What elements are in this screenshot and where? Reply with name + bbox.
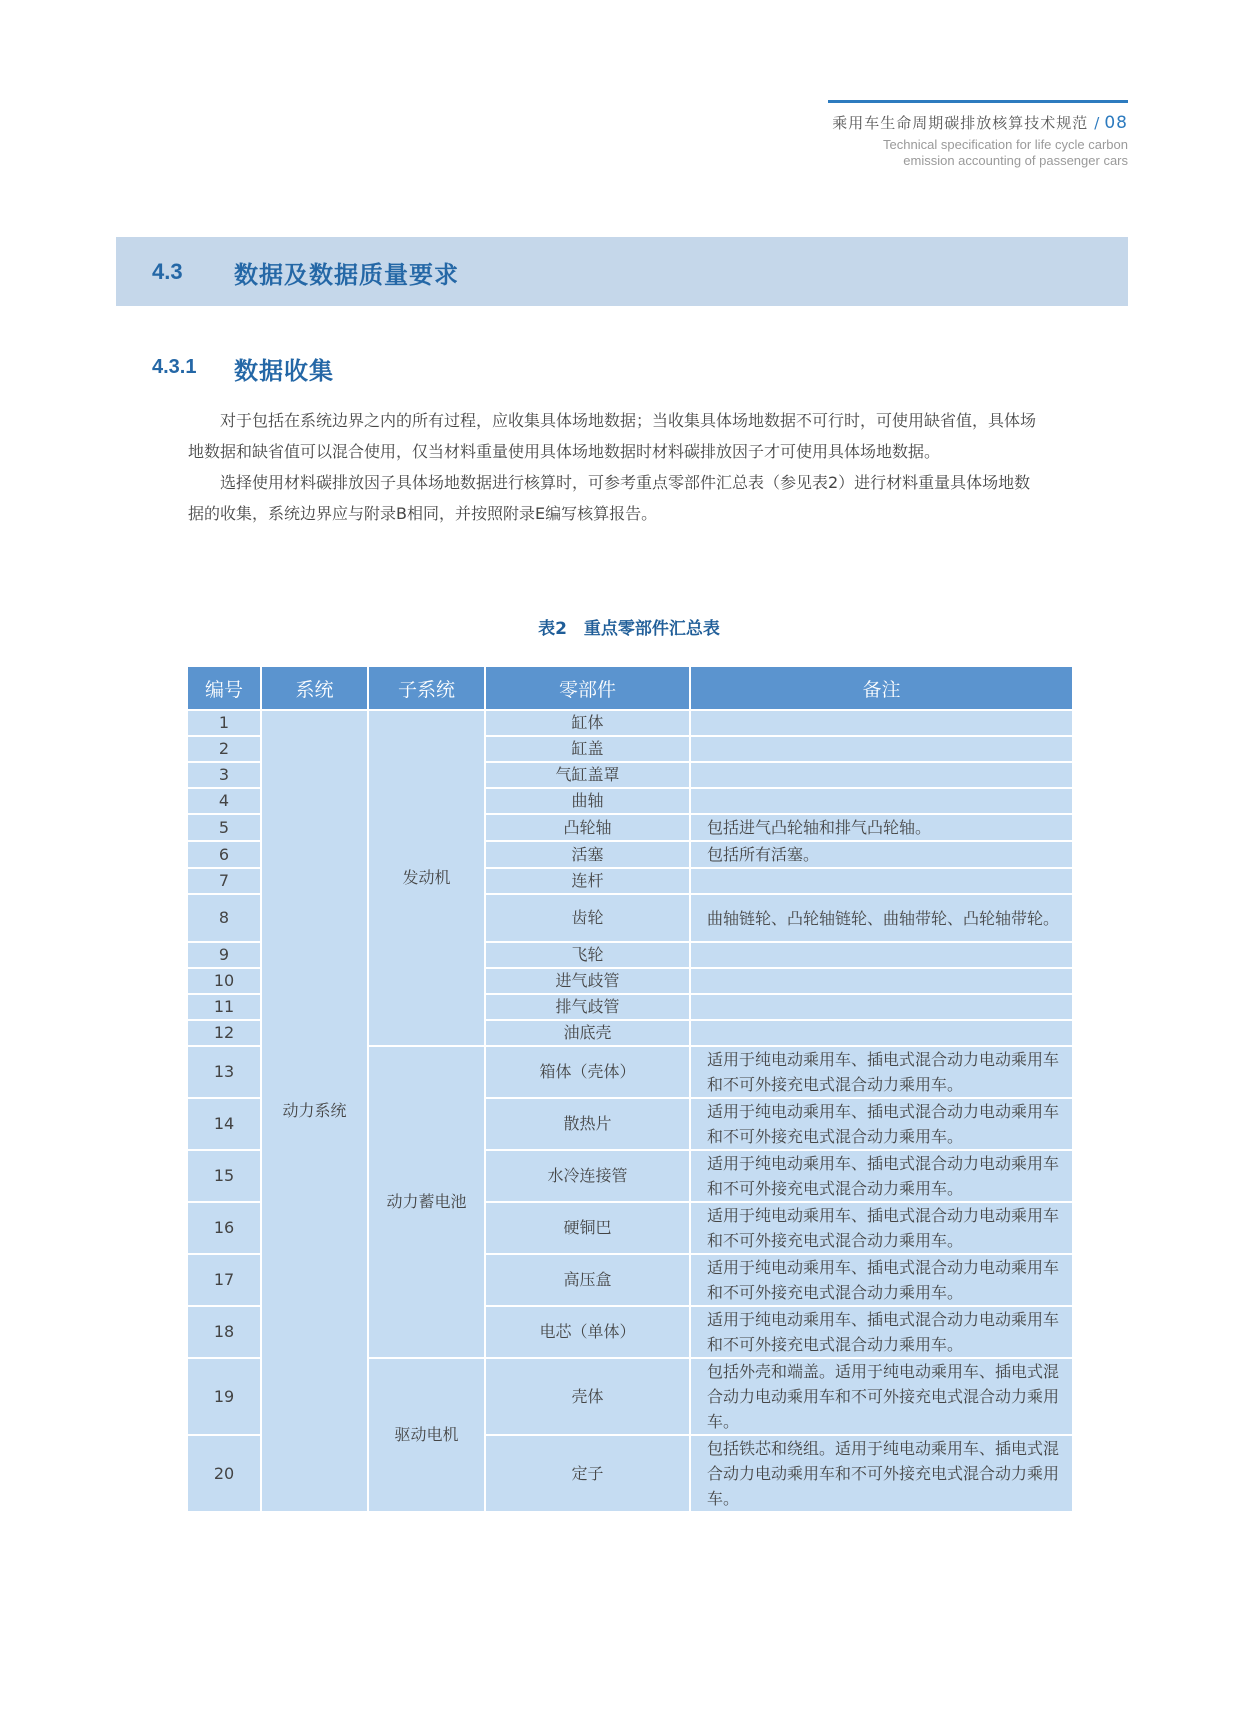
subsection-number: 4.3.1 bbox=[152, 356, 197, 378]
note-cell: 适用于纯电动乘用车、插电式混合动力电动乘用车和不可外接充电式混合动力乘用车。 bbox=[691, 1151, 1072, 1201]
part-cell: 曲轴 bbox=[486, 789, 689, 813]
parts-summary-table bbox=[186, 665, 1074, 1513]
row-number-cell: 3 bbox=[188, 763, 260, 787]
part-cell: 电芯（单体） bbox=[486, 1307, 689, 1357]
row-number-cell: 11 bbox=[188, 995, 260, 1019]
note-cell bbox=[691, 763, 1072, 787]
part-cell: 缸盖 bbox=[486, 737, 689, 761]
row-number-cell: 6 bbox=[188, 842, 260, 867]
part-cell: 定子 bbox=[486, 1436, 689, 1511]
part-cell: 硬铜巴 bbox=[486, 1203, 689, 1253]
part-cell: 散热片 bbox=[486, 1099, 689, 1149]
page-number: 08 bbox=[1104, 113, 1128, 133]
row-number-cell: 20 bbox=[188, 1436, 260, 1511]
note-cell: 包括进气凸轮轴和排气凸轮轴。 bbox=[691, 815, 1072, 840]
row-number-cell: 8 bbox=[188, 895, 260, 941]
note-cell: 包括铁芯和绕组。适用于纯电动乘用车、插电式混合动力电动乘用车和不可外接充电式混合动力乘用车。 bbox=[691, 1436, 1072, 1511]
part-cell: 活塞 bbox=[486, 842, 689, 867]
part-cell: 气缸盖罩 bbox=[486, 763, 689, 787]
note-cell bbox=[691, 943, 1072, 967]
row-number-cell: 16 bbox=[188, 1203, 260, 1253]
row-number-cell: 17 bbox=[188, 1255, 260, 1305]
row-number-cell: 18 bbox=[188, 1307, 260, 1357]
part-cell: 高压盒 bbox=[486, 1255, 689, 1305]
column-header-system: 系统 bbox=[262, 667, 367, 709]
note-cell: 适用于纯电动乘用车、插电式混合动力电动乘用车和不可外接充电式混合动力乘用车。 bbox=[691, 1099, 1072, 1149]
table-header-row bbox=[188, 667, 1072, 709]
paragraph: 对于包括在系统边界之内的所有过程，应收集具体场地数据；当收集具体场地数据不可行时，可使用缺省值，具体场地数据和缺省值可以混合使用，仅当材料重量使用具体场地数据时材料碳排放因子才可使用具体场地数据。 bbox=[188, 411, 1037, 461]
part-cell: 水冷连接管 bbox=[486, 1151, 689, 1201]
part-cell: 进气歧管 bbox=[486, 969, 689, 993]
note-cell: 适用于纯电动乘用车、插电式混合动力电动乘用车和不可外接充电式混合动力乘用车。 bbox=[691, 1307, 1072, 1357]
note-cell bbox=[691, 969, 1072, 993]
header-en-line-2: emission accounting of passenger cars bbox=[903, 153, 1128, 168]
row-number-cell: 2 bbox=[188, 737, 260, 761]
note-cell: 曲轴链轮、凸轮轴链轮、曲轴带轮、凸轮轴带轮。 bbox=[691, 895, 1072, 941]
row-number-cell: 7 bbox=[188, 869, 260, 893]
note-cell: 适用于纯电动乘用车、插电式混合动力电动乘用车和不可外接充电式混合动力乘用车。 bbox=[691, 1255, 1072, 1305]
note-cell: 包括所有活塞。 bbox=[691, 842, 1072, 867]
note-cell bbox=[691, 711, 1072, 735]
column-header-subsystem: 子系统 bbox=[369, 667, 484, 709]
part-cell: 排气歧管 bbox=[486, 995, 689, 1019]
note-cell: 适用于纯电动乘用车、插电式混合动力电动乘用车和不可外接充电式混合动力乘用车。 bbox=[691, 1047, 1072, 1097]
table-caption: 表2 重点零部件汇总表 bbox=[538, 619, 720, 639]
note-cell bbox=[691, 789, 1072, 813]
body-text bbox=[188, 405, 1038, 529]
row-number-cell: 5 bbox=[188, 815, 260, 840]
part-cell: 箱体（壳体） bbox=[486, 1047, 689, 1097]
running-header-title bbox=[832, 112, 1128, 133]
row-number-cell: 15 bbox=[188, 1151, 260, 1201]
header-title-text: 乘用车生命周期碳排放核算技术规范 bbox=[832, 114, 1089, 132]
column-header-no: 编号 bbox=[188, 667, 260, 709]
part-cell: 连杆 bbox=[486, 869, 689, 893]
header-slash: / bbox=[1094, 114, 1101, 132]
note-cell: 包括外壳和端盖。适用于纯电动乘用车、插电式混合动力电动乘用车和不可外接充电式混合动力乘用车。 bbox=[691, 1359, 1072, 1434]
header-rule bbox=[828, 100, 1128, 103]
note-cell bbox=[691, 869, 1072, 893]
system-cell: 动力系统 bbox=[262, 711, 367, 1511]
note-cell: 适用于纯电动乘用车、插电式混合动力电动乘用车和不可外接充电式混合动力乘用车。 bbox=[691, 1203, 1072, 1253]
subsection-title: 数据收集 bbox=[234, 357, 334, 385]
section-number: 4.3 bbox=[152, 259, 183, 284]
part-cell: 壳体 bbox=[486, 1359, 689, 1434]
row-number-cell: 1 bbox=[188, 711, 260, 735]
row-number-cell: 9 bbox=[188, 943, 260, 967]
part-cell: 齿轮 bbox=[486, 895, 689, 941]
column-header-note: 备注 bbox=[691, 667, 1072, 709]
part-cell: 缸体 bbox=[486, 711, 689, 735]
section-title: 数据及数据质量要求 bbox=[234, 261, 459, 289]
subsystem-cell: 驱动电机 bbox=[369, 1359, 484, 1511]
running-header-english bbox=[883, 137, 1128, 169]
row-number-cell: 10 bbox=[188, 969, 260, 993]
row-number-cell: 4 bbox=[188, 789, 260, 813]
row-number-cell: 12 bbox=[188, 1021, 260, 1045]
subsystem-cell: 动力蓄电池 bbox=[369, 1047, 484, 1357]
row-number-cell: 13 bbox=[188, 1047, 260, 1097]
note-cell bbox=[691, 1021, 1072, 1045]
row-number-cell: 19 bbox=[188, 1359, 260, 1434]
table-row bbox=[188, 711, 1072, 735]
part-cell: 油底壳 bbox=[486, 1021, 689, 1045]
note-cell bbox=[691, 737, 1072, 761]
part-cell: 飞轮 bbox=[486, 943, 689, 967]
row-number-cell: 14 bbox=[188, 1099, 260, 1149]
column-header-part: 零部件 bbox=[486, 667, 689, 709]
subsystem-cell: 发动机 bbox=[369, 711, 484, 1045]
part-cell: 凸轮轴 bbox=[486, 815, 689, 840]
note-cell bbox=[691, 995, 1072, 1019]
header-en-line-1: Technical specification for life cycle carbon bbox=[883, 137, 1128, 152]
paragraph: 选择使用材料碳排放因子具体场地数据进行核算时，可参考重点零部件汇总表（参见表2）进行材料重量具体场地数据的收集，系统边界应与附录B相同，并按照附录E编写核算报告。 bbox=[188, 473, 1031, 523]
